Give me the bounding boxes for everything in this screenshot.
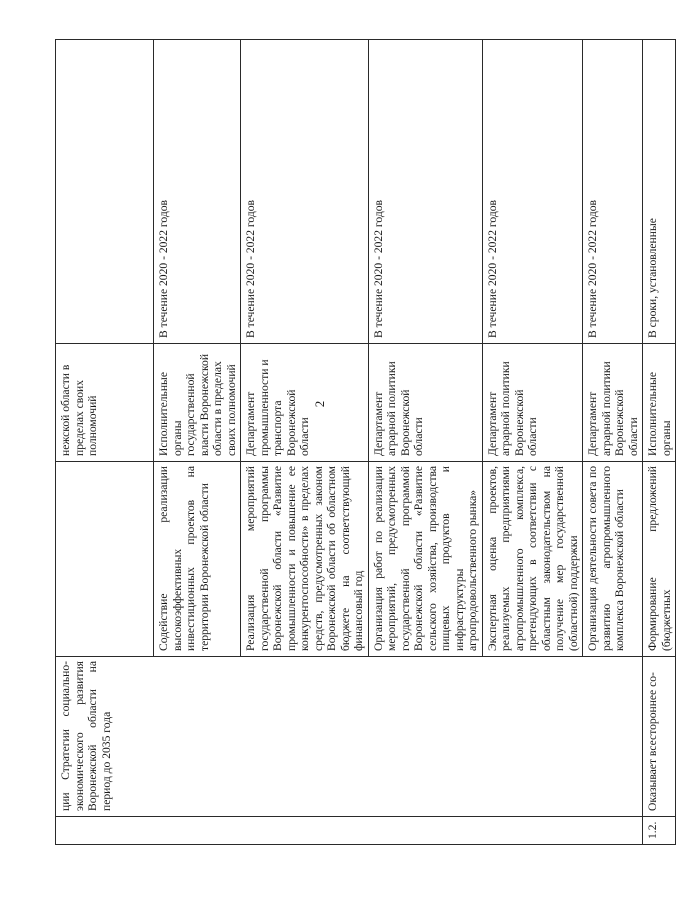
activity-cell <box>56 462 154 657</box>
activity-cell: Организация работ по реализации мероприятий, предусмотренных государственной программой Воронежской области «Развитие сельского хозяйства, производства пищевых продуктов и инфраструктуры агропродовольственного рынка» <box>368 462 482 657</box>
measures-table <box>55 39 676 845</box>
page-number: 2 <box>312 400 327 408</box>
term-cell: В течение 2020 - 2022 годов <box>583 40 643 344</box>
activity-cell: Формирование предложений (бюджетных <box>643 462 676 657</box>
activity-cell: Экспертная оценка проектов, реализуемых предприятиями агропромышленного комплекса, претендующих в соответствии с областным законодательством на получение мер государственной (областной) поддержки <box>482 462 583 657</box>
executor-cell: нежской области в пределах своих полномочий <box>56 344 154 462</box>
executor-cell: Департамент промышленности и транспорта Воронежской области <box>241 344 369 462</box>
term-cell: В течение 2020 - 2022 годов <box>241 40 369 344</box>
table-row <box>643 40 676 845</box>
term-cell: В течение 2020 - 2022 годов <box>154 40 241 344</box>
executor-cell: Исполнительные органы государственной власти Воронежской области в пределах своих полномочий <box>154 344 241 462</box>
term-cell: В сроки, установленные <box>643 40 676 344</box>
executor-cell: Исполнительные органы <box>643 344 676 462</box>
table-row <box>56 40 154 845</box>
executor-cell: Департамент аграрной политики Воронежской области <box>583 344 643 462</box>
task-cell: ции Стратегии социально-экономического развития Воронежской области на период до 2035 года <box>56 657 643 817</box>
row-number-cell <box>56 817 643 845</box>
term-cell: В течение 2020 - 2022 годов <box>482 40 583 344</box>
task-cell: Оказывает всестороннее со- <box>643 657 676 817</box>
term-cell <box>56 40 154 344</box>
rotated-page-content <box>55 40 673 845</box>
activity-cell: Содействие реализации высокоэффективных инвестиционных проектов на территории Воронежской области <box>154 462 241 657</box>
activity-cell: Организация деятельности совета по развитию агропромышленного комплекса Воронежской области <box>583 462 643 657</box>
executor-cell: Департамент аграрной политики Воронежской области <box>368 344 482 462</box>
activity-cell: Реализация мероприятий государственной программы Воронежской области «Развитие промышленности и повышение ее конкурентоспособности» в пределах средств, предусмотренных законом Воронежской области об областном бюджете на соответствующий финансовый год <box>241 462 369 657</box>
executor-cell: Департамент аграрной политики Воронежской области <box>482 344 583 462</box>
term-cell: В течение 2020 - 2022 годов <box>368 40 482 344</box>
row-number-cell: 1.2. <box>643 817 676 845</box>
